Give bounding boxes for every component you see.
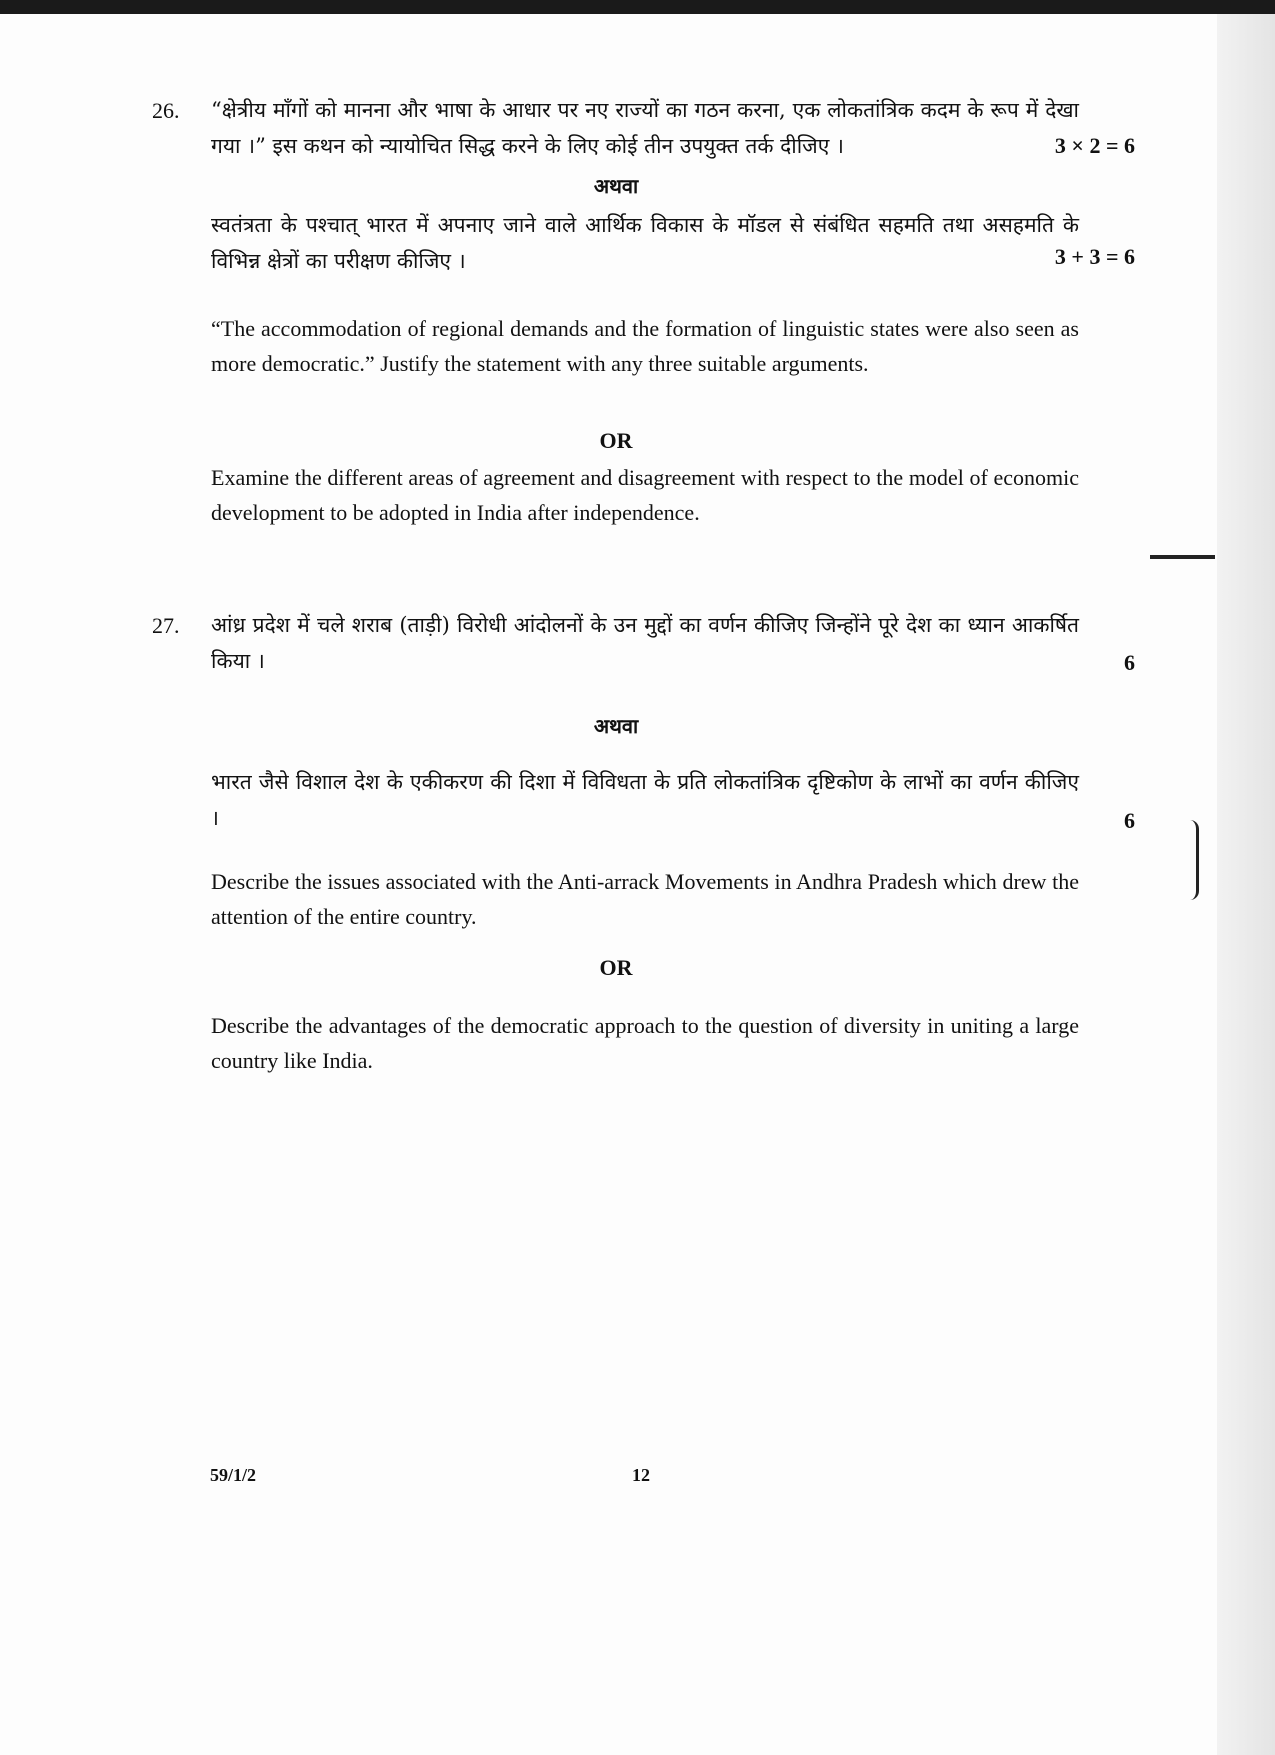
paper-code: 59/1/2 xyxy=(210,1465,257,1485)
or-divider: OR xyxy=(599,428,633,453)
question-hindi-text: “क्षेत्रीय माँगों को मानना और भाषा के आधार पर नए राज्यों का गठन करना, एक लोकतांत्रिक कदम के रूप में देखा गया ।” इस कथन को न्यायोचित सिद्ध करने के लिए कोई तीन उपयुक्त तर्क दीजिए । xyxy=(211,98,1079,158)
question-marks: 3 × 2 = 6 xyxy=(1054,133,1135,158)
question-number: 26. xyxy=(152,98,180,123)
or-divider: OR xyxy=(599,955,633,980)
alternative-marks: 3 + 3 = 6 xyxy=(1054,244,1135,269)
question-hindi-text: आंध्र प्रदेश में चले शराब (ताड़ी) विरोधी आंदोलनों के उन मुद्दों का वर्णन कीजिए जिन्होंने पूरे देश का ध्यान आकर्षित किया । xyxy=(211,613,1079,673)
margin-curve-mark xyxy=(1190,820,1199,900)
scan-top-edge xyxy=(0,0,1275,14)
margin-mark xyxy=(1150,555,1215,559)
alternative-english-text: Examine the different areas of agreement and disagreement with respect to the model of economic development to be adopted in India after independence. xyxy=(211,465,1079,525)
question-marks: 6 xyxy=(1124,650,1135,675)
or-divider-hindi: अथवा xyxy=(593,174,639,198)
alternative-hindi-text: भारत जैसे विशाल देश के एकीकरण की दिशा में विविधता के प्रति लोकतांत्रिक दृष्टिकोण के लाभों का वर्णन कीजिए । xyxy=(211,770,1079,830)
question-number: 27. xyxy=(152,613,180,638)
alternative-hindi-text: स्वतंत्रता के पश्चात् भारत में अपनाए जाने वाले आर्थिक विकास के मॉडल से संबंधित सहमति तथा असहमति के विभिन्न क्षेत्रों का परीक्षण कीजिए । xyxy=(211,213,1079,273)
alternative-marks: 6 xyxy=(1124,808,1135,833)
question-english-text: “The accommodation of regional demands and the formation of linguistic states were also seen as more democratic.” Justify the statement with any three suitable arguments. xyxy=(211,316,1079,376)
alternative-english-text: Describe the advantages of the democratic approach to the question of diversity in uniting a large country like India. xyxy=(211,1013,1079,1073)
question-english-text: Describe the issues associated with the Anti-arrack Movements in Andhra Pradesh which drew the attention of the entire country. xyxy=(211,869,1079,929)
page-number: 12 xyxy=(632,1465,650,1485)
or-divider-hindi: अथवा xyxy=(593,714,639,738)
scan-right-edge-shadow xyxy=(1217,14,1275,1755)
